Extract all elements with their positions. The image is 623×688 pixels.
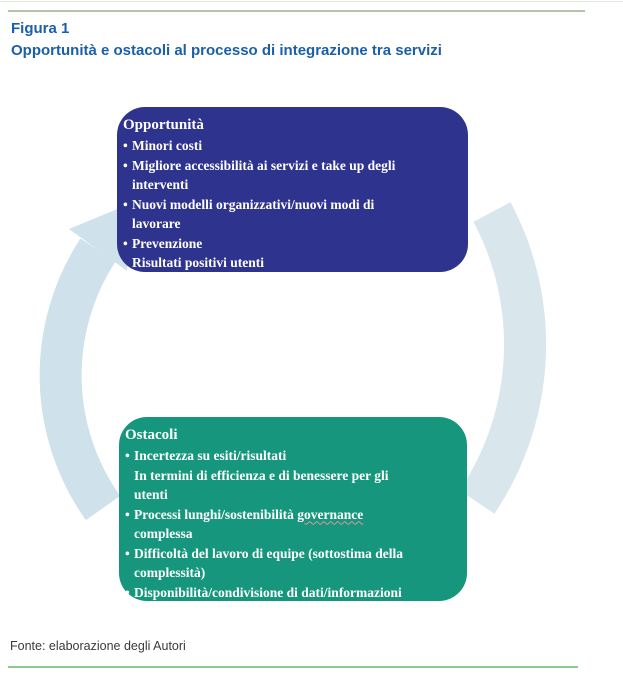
cycle-arrow-right-icon — [477, 212, 525, 502]
bullet-line — [123, 175, 458, 195]
bullet-glyph: • — [123, 196, 128, 212]
bullet-glyph: • — [125, 545, 130, 561]
bullet-line — [125, 563, 457, 583]
bullet-text-pre: Processi lunghi/sostenibilità — [134, 506, 298, 522]
bullet-glyph: • — [125, 506, 130, 522]
source-note: Fonte: elaborazione degli Autori — [10, 639, 186, 653]
bullet-line — [123, 136, 458, 156]
figure-label: Figura 1 — [11, 20, 70, 37]
bullet-line — [125, 446, 457, 466]
bullet-line — [125, 505, 457, 525]
bullet-text: complessità) — [134, 565, 206, 580]
bullet-line — [125, 583, 457, 603]
bullet-line — [125, 485, 457, 505]
bullet-text: interventi — [132, 177, 189, 192]
opportunities-heading: Opportunità — [123, 117, 204, 133]
bullet-line — [123, 214, 458, 234]
opportunities-box — [117, 107, 468, 272]
bullet-text: Disponibilità/condivisione di dati/informazioni — [134, 584, 402, 600]
obstacles-box — [119, 417, 467, 601]
bullet-text: complessa — [134, 526, 193, 541]
bullet-text: Minori costi — [132, 138, 203, 153]
bullet-glyph: • — [123, 235, 128, 251]
bullet-glyph: • — [125, 584, 130, 600]
bullet-text: Prevenzione — [132, 235, 203, 251]
bullet-text: Migliore accessibilità ai servizi e take up degli — [132, 157, 396, 173]
bullet-glyph: • — [123, 138, 128, 153]
bullet-line — [125, 524, 457, 544]
bullet-line — [125, 544, 457, 564]
obstacles-heading: Ostacoli — [125, 427, 178, 443]
bullet-text: In termini di efficienza e di benessere per gli — [134, 467, 389, 483]
bullet-text: Risultati positivi utenti — [132, 255, 265, 270]
bullet-text: utenti — [134, 487, 168, 502]
bullet-line — [125, 466, 457, 486]
bullet-text: Nuovi modelli organizzativi/nuovi modi di — [132, 196, 375, 212]
underlined-word: governance — [297, 506, 364, 522]
bullet-text: Incertezza su esiti/risultati — [134, 448, 287, 463]
bullet-text — [134, 505, 457, 525]
bullet-text: lavorare — [132, 216, 181, 231]
bullet-glyph: • — [123, 157, 128, 173]
bullet-line — [123, 195, 458, 215]
bullet-line — [123, 253, 458, 273]
figure-title: Opportunità e ostacoli al processo di integrazione tra servizi — [11, 42, 442, 59]
bullet-line — [123, 234, 458, 254]
bullet-line — [123, 156, 458, 176]
bullet-glyph: • — [125, 448, 130, 463]
bullet-text: Difficoltà del lavoro di equipe (sottostima della — [134, 545, 403, 561]
